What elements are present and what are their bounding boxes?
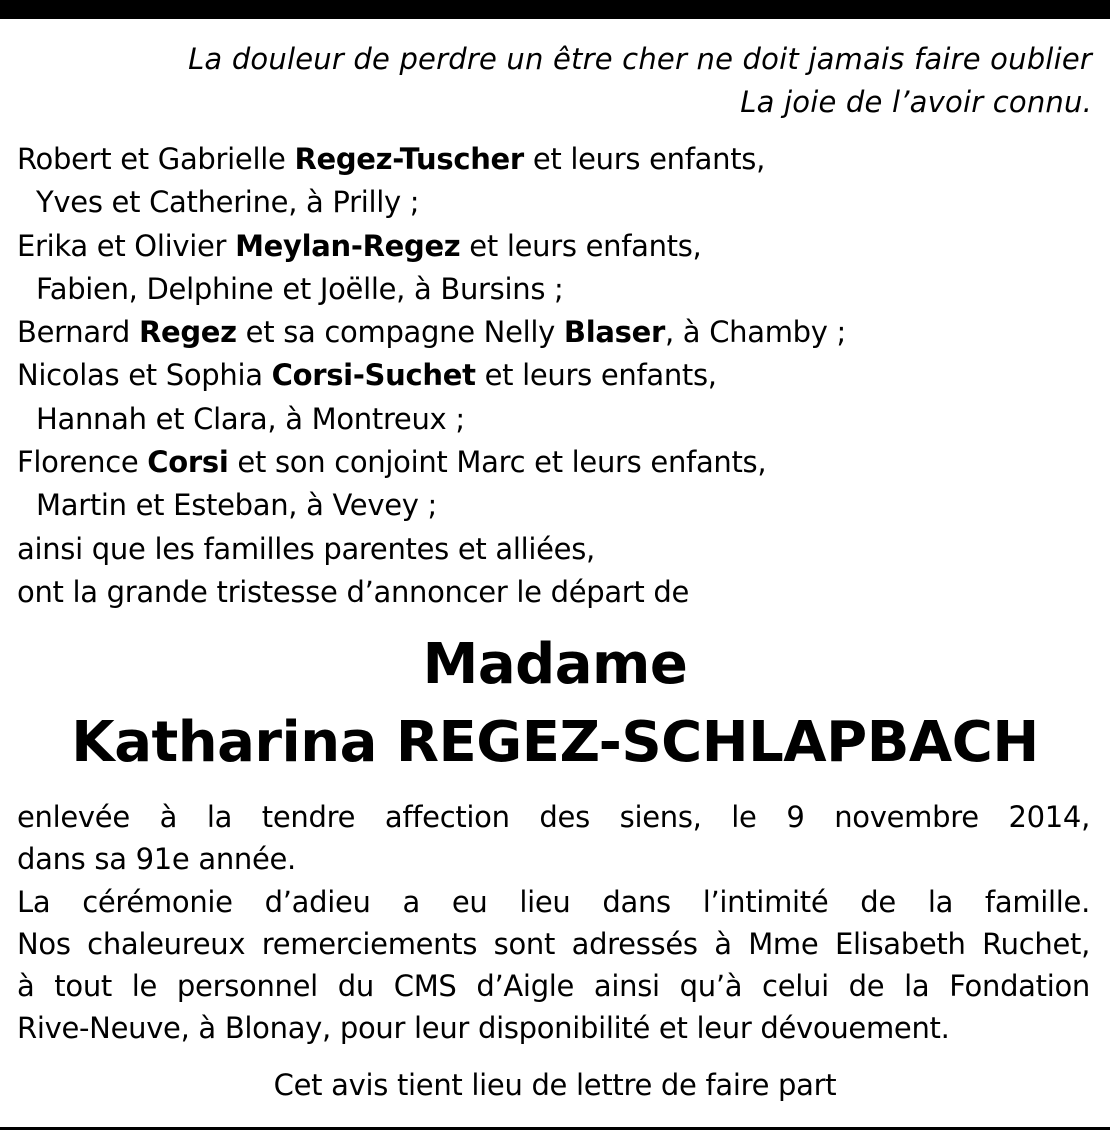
family-surname: Regez-Tuscher — [294, 142, 524, 176]
family-text: Robert et Gabrielle — [17, 142, 295, 176]
body-line: enlevée à la tendre affection des siens, le 9 novembre 2014, — [17, 800, 1090, 834]
children-line: Yves et Catherine, à Prilly ; — [36, 185, 420, 220]
family-line — [17, 225, 846, 268]
family-text: et son conjoint Marc et leurs enfants, — [228, 445, 767, 480]
family-line — [17, 138, 846, 181]
family-surname: Meylan-Regez — [235, 228, 461, 263]
children-line: Martin et Esteban, à Vevey ; — [36, 488, 437, 523]
family-text: et leurs enfants, — [475, 358, 717, 393]
children-line: Fabien, Delphine et Joëlle, à Bursins ; — [36, 271, 564, 306]
bottom-border-rule — [0, 1127, 1110, 1130]
family-text: et leurs enfants, — [523, 142, 765, 176]
family-text: Florence — [17, 445, 148, 480]
family-text: Nicolas et Sophia — [17, 358, 272, 393]
announcement-line: ont la grande tristesse d’annoncer le départ de — [17, 574, 690, 609]
notice-body — [17, 796, 1090, 1050]
body-line: Nos chaleureux remerciements sont adressés à Mme Elisabeth Ruchet, — [17, 926, 1090, 961]
body-line: Rive-Neuve, à Blonay, pour leur disponibilité et leur dévouement. — [17, 1011, 950, 1046]
deceased-title: Madame — [422, 632, 688, 697]
epigraph-quote — [188, 38, 1092, 124]
family-surname: Regez — [138, 315, 237, 350]
top-border-rule — [0, 0, 1110, 19]
family-line — [17, 311, 846, 354]
deceased-name: Katharina REGEZ-SCHLAPBACH — [71, 710, 1039, 775]
family-surname: Corsi-Suchet — [271, 358, 476, 393]
family-announcement — [17, 138, 846, 614]
quote-line-2: La joie de l’avoir connu. — [740, 85, 1092, 119]
family-text: Bernard — [17, 315, 139, 350]
family-text: et sa compagne Nelly — [236, 315, 564, 350]
body-line: La cérémonie d’adieu a eu lieu dans l’intimité de la famille. — [17, 884, 1090, 919]
body-line: à tout le personnel du CMS d’Aigle ainsi qu’à celui de la Fondation — [17, 969, 1090, 1004]
family-text: , à Chamby ; — [664, 315, 847, 350]
family-line — [17, 354, 846, 397]
deceased-name-block — [0, 626, 1110, 782]
family-line — [17, 441, 846, 484]
relatives-line: ainsi que les familles parentes et alliées, — [17, 531, 595, 566]
family-text: Erika et Olivier — [17, 228, 236, 263]
quote-line-1: La douleur de perdre un être cher ne doit jamais faire oublier — [188, 42, 1092, 76]
children-line: Hannah et Clara, à Montreux ; — [36, 401, 465, 436]
family-surname: Corsi — [147, 445, 229, 480]
footer-note: Cet avis tient lieu de lettre de faire part — [273, 1068, 837, 1102]
family-surname: Blaser — [563, 315, 665, 350]
family-text: et leurs enfants, — [460, 228, 702, 263]
body-line: dans sa 91e année. — [17, 842, 296, 877]
